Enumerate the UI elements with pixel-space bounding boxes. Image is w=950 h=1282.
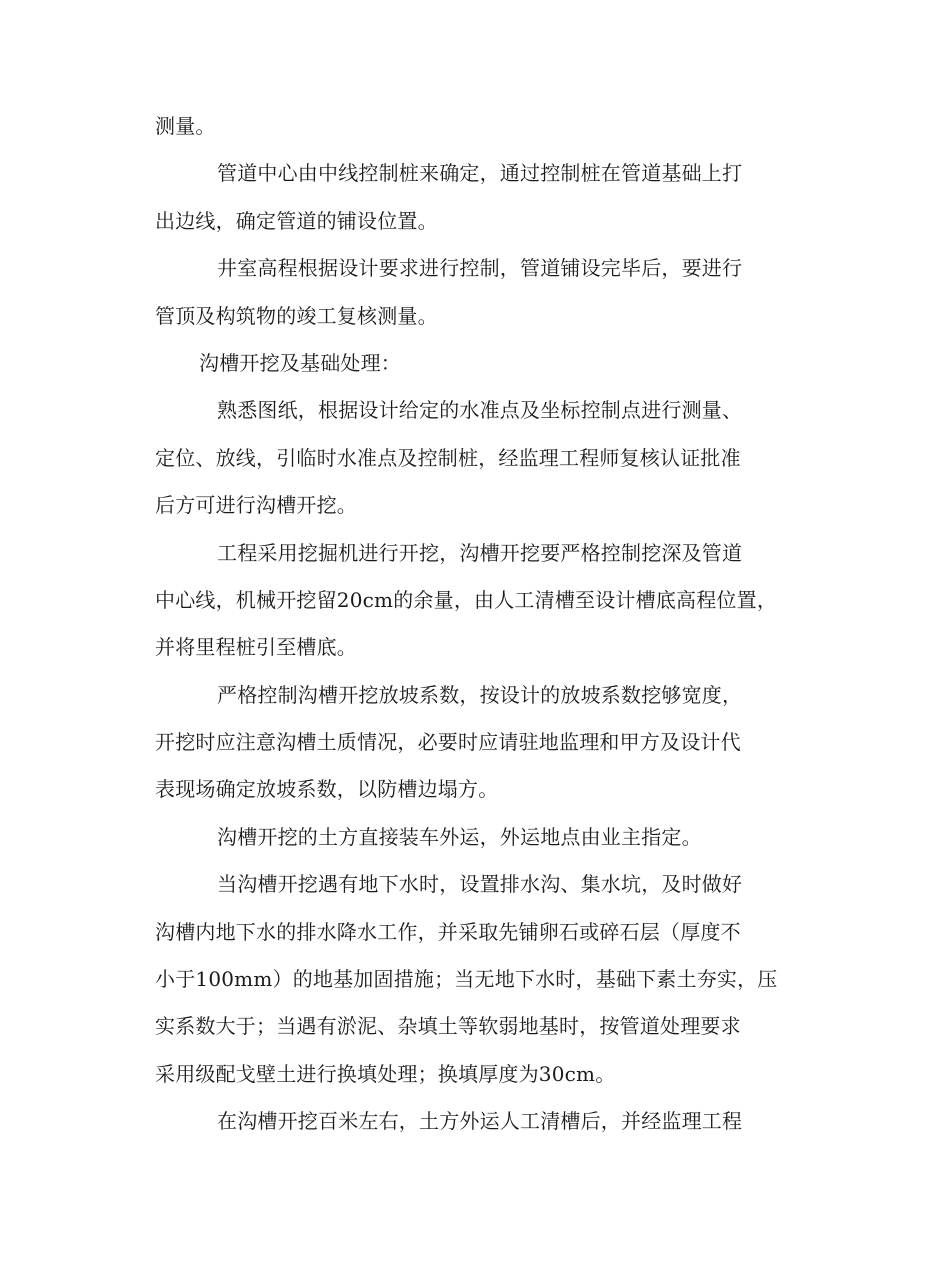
text-line: 在沟槽开挖百米左右，土方外运人工清槽后，并经监理工程 xyxy=(217,1109,743,1134)
text-line: 实系数大于；当遇有淤泥、杂填土等软弱地基时，按管道处理要求 xyxy=(155,1014,741,1039)
text-line: 定位、放线，引临时水准点及控制桩，经监理工程师复核认证批准 xyxy=(155,445,741,470)
text-line: 小于100mm）的地基加固措施；当无地下水时，基础下素土夯实，压 xyxy=(155,967,778,992)
text-line: 管顶及构筑物的竣工复核测量。 xyxy=(155,303,438,328)
document-body xyxy=(155,103,800,1146)
text-line: 井室高程根据设计要求进行控制，管道铺设完毕后，要进行 xyxy=(217,256,743,281)
text-line: 熟悉图纸，根据设计给定的水准点及坐标控制点进行测量、 xyxy=(217,398,743,423)
section-heading: 沟槽开挖及基础处理： xyxy=(199,350,401,375)
text-line: 沟槽开挖的土方直接装车外运，外运地点由业主指定。 xyxy=(217,824,702,849)
text-line: 工程采用挖掘机进行开挖，沟槽开挖要严格控制挖深及管道 xyxy=(217,540,743,565)
text-line: 表现场确定放坡系数，以防槽边塌方。 xyxy=(155,777,499,802)
text-line: 后方可进行沟槽开挖。 xyxy=(155,493,357,518)
text-line: 出边线，确定管道的铺设位置。 xyxy=(155,208,438,233)
text-line: 中心线，机械开挖留20cm的余量，由人工清槽至设计槽底高程位置， xyxy=(155,587,778,612)
text-line: 并将里程桩引至槽底。 xyxy=(155,635,357,660)
text-line: 采用级配戈壁土进行换填处理；换填厚度为30cm。 xyxy=(155,1061,616,1086)
text-line: 当沟槽开挖遇有地下水时，设置排水沟、集水坑，及时做好 xyxy=(217,872,743,897)
text-line: 开挖时应注意沟槽土质情况，必要时应请驻地监理和甲方及设计代 xyxy=(155,730,741,755)
text-line: 沟槽内地下水的排水降水工作，并采取先铺卵石或碎石层（厚度不 xyxy=(155,919,741,944)
text-line: 严格控制沟槽开挖放坡系数，按设计的放坡系数挖够宽度， xyxy=(217,682,743,707)
text-line: 管道中心由中线控制桩来确定，通过控制桩在管道基础上打 xyxy=(217,161,743,186)
text-line: 测量。 xyxy=(155,114,216,138)
